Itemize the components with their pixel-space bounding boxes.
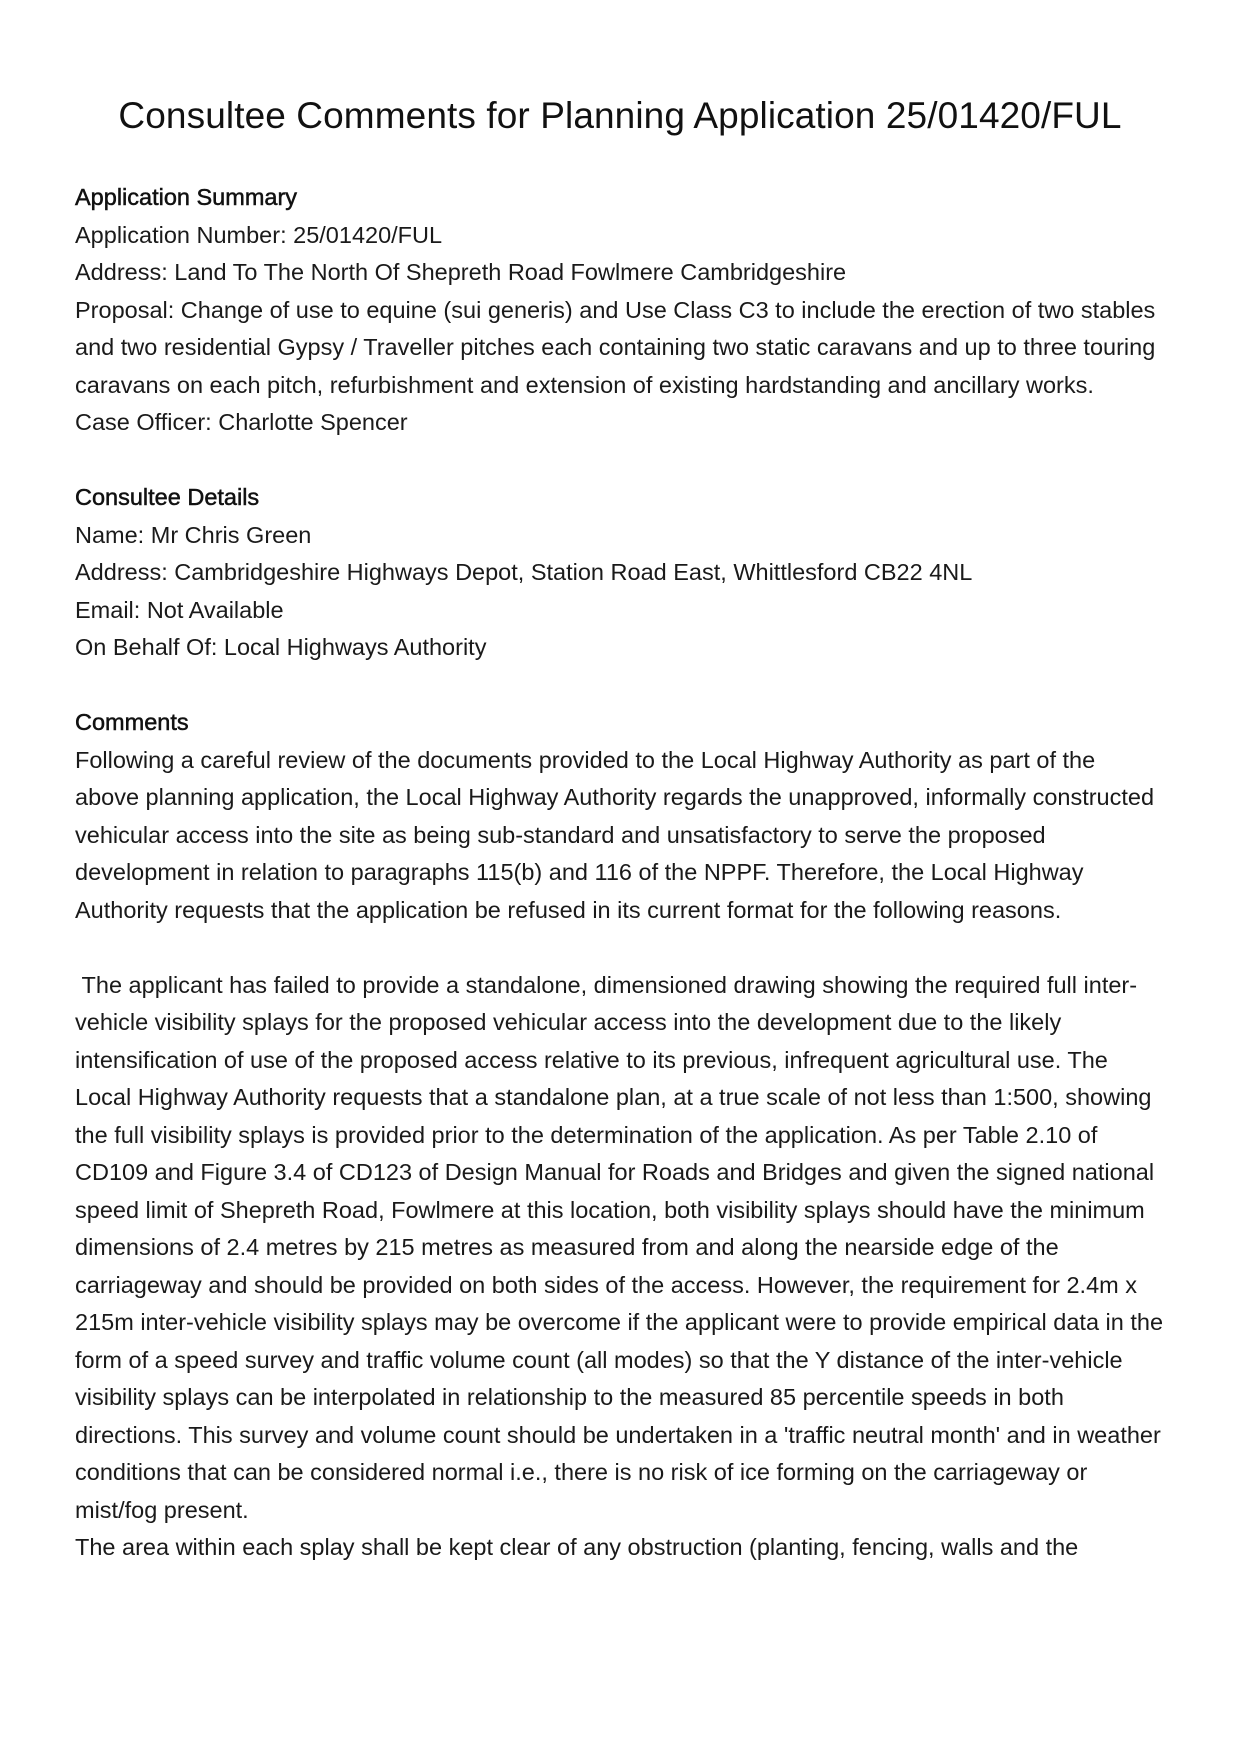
- comments-section: [75, 704, 1170, 1567]
- spacer: [75, 667, 1165, 705]
- application-summary-heading: Application Summary: [75, 184, 298, 210]
- consultee-on-behalf-of: On Behalf Of: Local Highways Authority: [75, 634, 487, 660]
- comments-heading: Comments: [75, 709, 189, 735]
- application-proposal: Proposal: Change of use to equine (sui generis) and Use Class C3 to include the erection of two stables and two residential Gypsy / Traveller pitches each containing two static caravans and up to three touring caravans on each pitch, refurbishment and extension of existing hardstanding and ancillary works.: [75, 296, 1156, 398]
- application-number: Application Number: 25/01420/FUL: [75, 221, 443, 248]
- consultee-email: Email: Not Available: [75, 596, 284, 623]
- spacer: [75, 442, 1165, 480]
- page-title: Consultee Comments for Planning Application 25/01420/FUL: [118, 95, 1122, 136]
- consultee-address: Address: Cambridgeshire Highways Depot, Station Road East, Whittlesford CB22 4NL: [75, 559, 973, 585]
- comment-paragraph-2: The applicant has failed to provide a standalone, dimensioned drawing showing the required full inter-vehicle visibility splays for the proposed vehicular access into the development due to the likely intensification of use of the proposed access relative to its previous, infrequent agricultural use. The Local Highway Authority requests that a standalone plan, at a true scale of not less than 1:500, showing the full visibility splays is provided prior to the determination of the application. As per Table 2.10 of CD109 and Figure 3.4 of CD123 of Design Manual for Roads and Bridges and given the signed national speed limit of Shepreth Road, Fowlmere at this location, both visibility splays should have the minimum dimensions of 2.4 metres by 215 metres as measured from and along the nearside edge of the carriageway and should be provided on both sides of the access. However, the requirement for 2.4m x 215m inter-vehicle visibility splays may be overcome if the applicant were to provide empirical data in the form of a speed survey and traffic volume count (all modes) so that the Y distance of the inter-vehicle visibility splays can be interpolated in relationship to the measured 85 percentile speeds in both directions. This survey and volume count should be undertaken in a 'traffic neutral month' and in weather conditions that can be considered normal i.e., there is no risk of ice forming on the carriageway or mist/fog present.: [75, 971, 1170, 1523]
- consultee-details-section: [75, 479, 1165, 667]
- case-officer: Case Officer: Charlotte Spencer: [75, 409, 408, 435]
- comment-paragraph-1: Following a careful review of the documents provided to the Local Highway Authority as part of the above planning application, the Local Highway Authority regards the unapproved, informally constructed vehicular access into the site as being sub-standard and unsatisfactory to serve the proposed development in relation to paragraphs 115(b) and 116 of the NPPF. Therefore, the Local Highway Authority requests that the application be refused in its current format for the following reasons.: [75, 746, 1155, 923]
- comment-paragraph-3: The area within each splay shall be kept clear of any obstruction (planting, fencing, walls and the: [75, 1534, 1079, 1560]
- consultee-name: Name: Mr Chris Green: [75, 521, 312, 548]
- application-address: Address: Land To The North Of Shepreth Road Fowlmere Cambridgeshire: [75, 259, 847, 285]
- spacer: [75, 929, 1165, 967]
- application-summary-section: [75, 179, 1165, 442]
- consultee-details-heading: Consultee Details: [75, 484, 260, 510]
